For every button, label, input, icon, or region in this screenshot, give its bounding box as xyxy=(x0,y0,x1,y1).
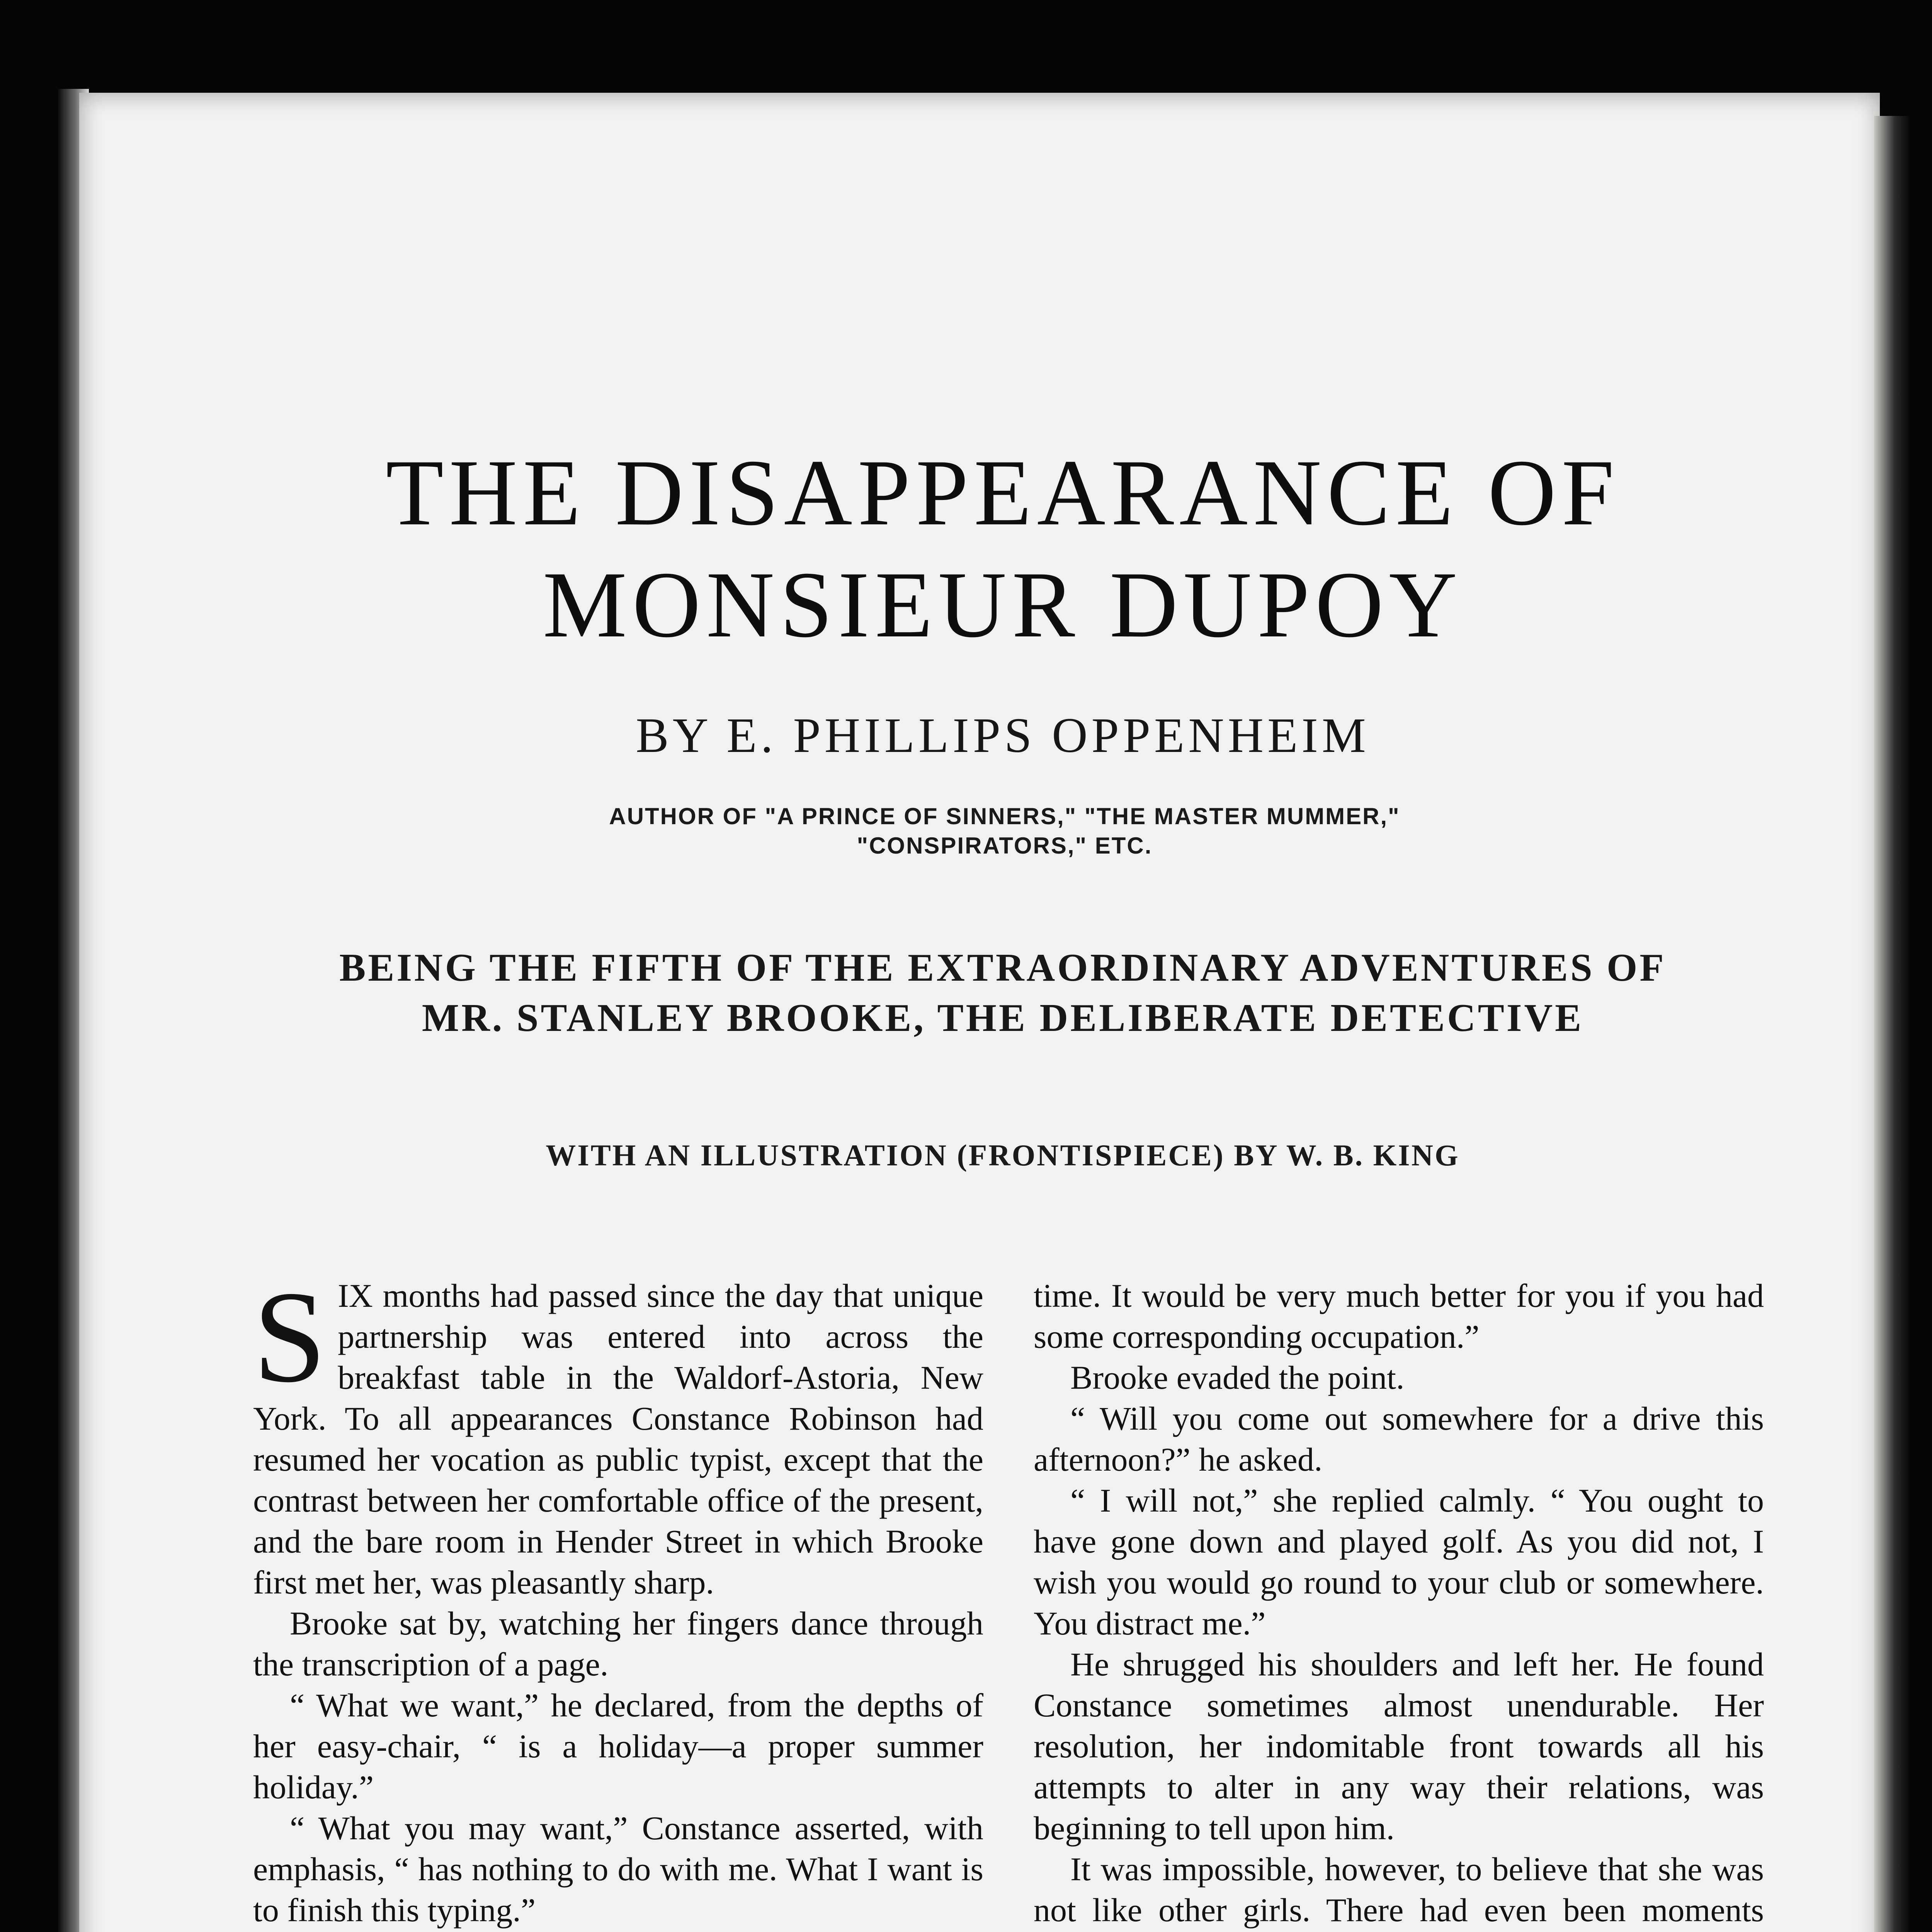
title-line-1: THE DISAPPEARANCE OF xyxy=(386,440,1620,545)
paragraph: “ What we want,” he declared, from the depths of her easy-chair, “ is a holiday—a proper summer holiday.” xyxy=(253,1687,983,1806)
text-column-right xyxy=(1034,1275,1764,1932)
paragraph: He shrugged his shoulders and left her. He found Constance sometimes almost unendurable. Her resolution, her indomitable front towards all his attempts to alter in any way their relations, was beginning to tell upon him. xyxy=(1034,1646,1764,1847)
subtitle-line-1: BEING THE FIFTH OF THE EXTRAORDINARY ADVENTURES OF xyxy=(339,946,1666,990)
text-column-left xyxy=(253,1264,983,1932)
author-works xyxy=(425,802,1584,861)
paragraph xyxy=(253,1930,983,1932)
paragraph: Brooke evaded the point. xyxy=(1070,1359,1405,1396)
paragraph: It was impossible, however, to believe that she was not like other girls. There had even been moments xyxy=(1034,1850,1764,1929)
page-edge-shadow xyxy=(1874,116,1909,1932)
story-title xyxy=(195,437,1810,661)
story-subtitle xyxy=(195,943,1810,1043)
title-line-2: MONSIEUR DUPOY xyxy=(543,552,1463,657)
paragraph: Brooke sat by, watching her fingers dance through the transcription of a page. xyxy=(253,1605,983,1683)
illustration-credit: WITH AN ILLUSTRATION (FRONTISPIECE) BY W. B. KING xyxy=(546,1138,1460,1172)
opening-paragraph xyxy=(253,1264,983,1603)
opening-paragraph-text: IX months had passed since the day that unique partnership was entered into across the breakfast table in the Waldorf-Astoria, New York. To all appearances Constance Robinson had resumed her vocation as public typist, except that the contrast between her comfortable office of the present, and the bare room in Hender Street in which Brooke first met her, was pleasantly sharp. xyxy=(253,1277,983,1601)
paragraph: “ Will you come out somewhere for a drive this afternoon?” he asked. xyxy=(1034,1400,1764,1478)
drop-cap: S xyxy=(253,1264,327,1410)
paragraph: “ I will not,” she replied calmly. “ You ought to have gone down and played golf. As you did not, I wish you would go round to your club or somewhere. You distract me.” xyxy=(1034,1482,1764,1642)
author-works-line-1: AUTHOR OF "A PRINCE OF SINNERS," "THE MASTER MUMMER," xyxy=(609,803,1400,829)
author-works-line-2: "CONSPIRATORS," ETC. xyxy=(857,833,1153,859)
byline: BY E. PHILLIPS OPPENHEIM xyxy=(636,708,1370,763)
continued-paragraph: time. It would be very much better for you if you had some corresponding occupation.” xyxy=(1034,1277,1764,1355)
subtitle-line-2: MR. STANLEY BROOKE, THE DELIBERATE DETECTIVE xyxy=(422,996,1584,1040)
paragraph: “ What you may want,” Constance asserted, with emphasis, “ has nothing to do with me. What I want is to finish this typing.” xyxy=(253,1810,983,1929)
